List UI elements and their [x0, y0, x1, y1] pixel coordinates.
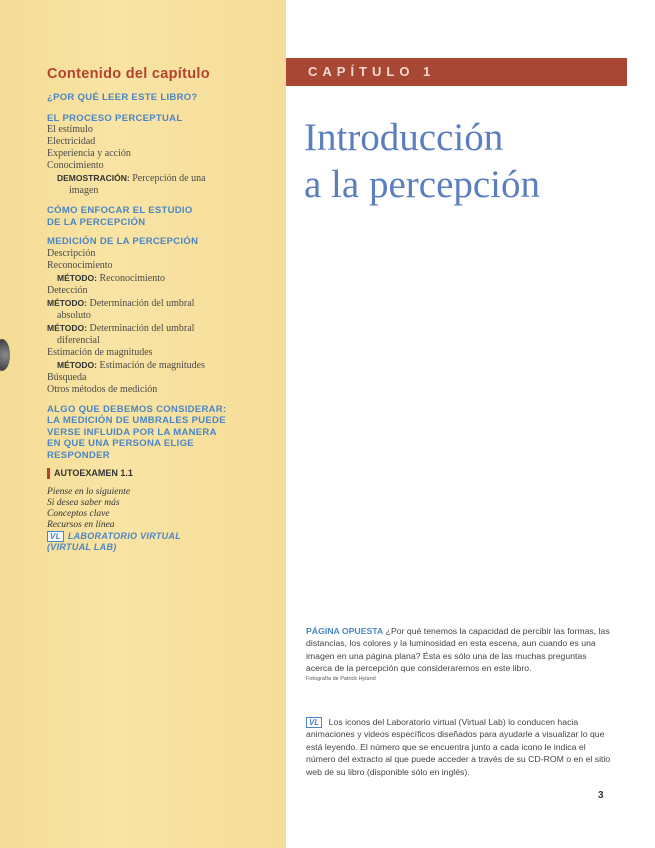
toc-item: Electricidad [47, 136, 96, 147]
toc-section-approach-cont: DE LA PERCEPCIÓN [47, 216, 146, 228]
toc-item: Descripción [47, 247, 96, 259]
toc-method-item [47, 359, 277, 372]
method-text: Determinación del umbral [89, 297, 195, 309]
method-label: MÉTODO: [57, 359, 97, 370]
page-number: 3 [598, 790, 604, 801]
chapter-label: CAPÍTULO 1 [308, 64, 436, 79]
table-of-contents [47, 92, 277, 553]
toc-demo-item [47, 172, 277, 185]
toc-section-why-read: ¿POR QUÉ LEER ESTE LIBRO? [47, 92, 198, 103]
toc-section-thresholds-cont: EN QUE UNA PERSONA ELIGE [47, 438, 194, 449]
toc-section-thresholds-cont: VERSE INFLUIDA POR LA MANERA [47, 426, 217, 438]
toc-item: Detección [47, 284, 88, 296]
toc-virtual-lab-cont: (VIRTUAL LAB) [47, 542, 117, 552]
photo-caption [306, 625, 611, 684]
toc-extra-item: Piense en lo siguiente [47, 487, 131, 497]
toc-item: Búsqueda [47, 371, 87, 383]
virtual-lab-label: LABORATORIO VIRTUAL [67, 531, 182, 541]
toc-item: El estímulo [47, 124, 93, 135]
toc-section-measurement: MEDICIÓN DE LA PERCEPCIÓN [47, 236, 199, 247]
demo-text: Percepción de una [132, 173, 206, 184]
photo-credit: Fotografía de Patrick Hyland [306, 675, 376, 682]
toc-section-thresholds: ALGO QUE DEBEMOS CONSIDERAR: [47, 403, 227, 415]
method-label: MÉTODO: [47, 322, 87, 333]
toc-item: Experiencia y acción [47, 148, 131, 159]
chapter-title-line: Introducción [304, 116, 504, 159]
contents-heading: Contenido del capítulo [47, 66, 210, 82]
virtual-lab-note-text: Los iconos del Laboratorio virtual (Virtual Lab) lo conducen hacia animaciones y videos específicos diseñados para ayudarle a visualizar lo que está leyendo. El número que se encuentra junto a cada icono le indica el número del extracto al que puede acceder a través de su CD-ROM o en el sitio web de su libro (disponible sólo en inglés). [306, 717, 611, 777]
method-text: Determinación del umbral [89, 322, 195, 334]
virtual-lab-icon: VL [47, 531, 64, 542]
toc-item-continued: imagen [69, 185, 99, 196]
toc-self-test: AUTOEXAMEN 1.1 [47, 468, 277, 479]
toc-item-continued: diferencial [57, 334, 100, 346]
method-text: Reconocimiento [99, 272, 166, 284]
toc-item: Otros métodos de medición [47, 383, 158, 395]
toc-method-item [47, 272, 277, 285]
chapter-contents-sidebar [0, 0, 286, 848]
toc-extra-item: Conceptos clave [47, 509, 110, 519]
toc-virtual-lab [47, 531, 277, 542]
caption-label: PÁGINA OPUESTA [306, 626, 384, 636]
caption-text: ¿Por qué tenemos la capacidad de percibir las formas, las distancias, los colores y la luminosidad en esta escena, aun cuando es una imagen en una página plana? Ésta es sólo una de las muchas preguntas acerca de la percepción que consideraremos en este libro. [306, 626, 610, 674]
toc-section-approach: CÓMO ENFOCAR EL ESTUDIO [47, 205, 193, 216]
chapter-title [304, 114, 540, 208]
toc-item: Reconocimiento [47, 259, 113, 271]
toc-section-thresholds-cont: LA MEDICIÓN DE UMBRALES PUEDE [47, 415, 226, 426]
virtual-lab-note [306, 716, 611, 778]
method-label: MÉTODO: [47, 297, 87, 308]
demo-label: DEMOSTRACIÓN: [57, 173, 130, 183]
toc-item: Estimación de magnitudes [47, 346, 153, 358]
toc-section-perceptual-process: EL PROCESO PERCEPTUAL [47, 112, 183, 124]
virtual-lab-icon: VL [306, 717, 322, 728]
toc-extra-item: Recursos en línea [47, 520, 115, 530]
toc-section-thresholds-cont: RESPONDER [47, 449, 110, 461]
chapter-title-line: a la percepción [304, 163, 541, 206]
toc-item: Conocimiento [47, 160, 104, 171]
method-label: MÉTODO: [57, 272, 97, 283]
toc-extra-item: Si desea saber más [47, 498, 120, 508]
toc-method-item [47, 297, 277, 310]
toc-method-item [47, 322, 277, 335]
method-text: Estimación de magnitudes [99, 359, 206, 371]
binder-hole [0, 339, 10, 371]
toc-item-continued: absoluto [57, 309, 91, 321]
